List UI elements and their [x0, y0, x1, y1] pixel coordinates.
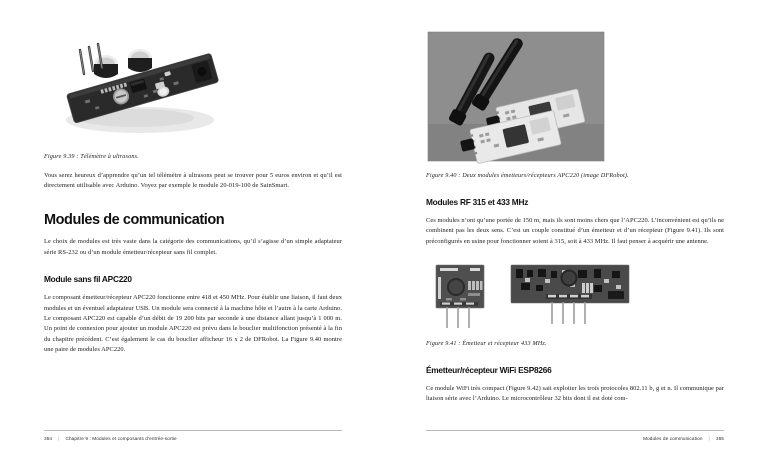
heading-modules-rf-315-433: Modules RF 315 et 433 MHz — [426, 196, 529, 207]
right-footer-separator: | — [708, 436, 710, 441]
figure-9-39 — [44, 28, 342, 162]
heading-module-sans-fil-apc220: Module sans fil APC220 — [44, 274, 132, 285]
left-running-head: Chapitre 9 : Modules et composants d’entrée-sortie — [65, 436, 177, 441]
rf-433mhz-transmitter-receiver-photo — [426, 261, 638, 333]
ultrasonic-rangefinder-module-photo — [44, 28, 240, 146]
left-page-footer — [44, 430, 342, 441]
figure-9-41 — [426, 261, 724, 349]
left-paragraph-1: Vous serez heureux d’apprendre qu’un tel télémètre à ultrasons peut se trouver pour 5 euros environ et qu’il est directement utilisable avec Arduino. Voyez par exemple le module 20-019-100 de SainSmart. — [44, 171, 342, 190]
left-page-number: 354 — [44, 436, 53, 441]
left-paragraph-3: Le composant émetteur/récepteur APC220 fonctionne entre 418 et 450 MHz. Pour établir une liaison, il faut deux modules et un éventuel adaptateur USB. Un module sera connecté à la machine hôte et l’autre à la carte Arduino. Le composant APC220 est capable d’un débit de 19 200 bits par seconde à une distance allant jusqu’à 1 000 m. Un point de connexion pour ajouter un module APC220 est prévu dans le bouclier multifonction présenté à la fin du chapitre précédent. C’est également le cas du bouclier afficheur 16 x 2 de DFRobot. La Figure 9.40 montre une paire de modules APC220. — [44, 294, 342, 354]
heading-modules-de-communication: Modules de communication — [44, 211, 225, 228]
figure-9-40-caption: Figure 9.40 : Deux modules émetteurs/récepteurs APC220 (image DFRobot). — [426, 172, 629, 179]
left-footer-separator: | — [58, 436, 60, 441]
right-page-number: 355 — [715, 436, 724, 441]
right-paragraph-1: Ces modules n’ont qu’une portée de 150 m, mais ils sont moins chers que l’APC220. L’inconvénient est qu’ils ne combinent pas les deux sens. C’est un couple constitué d’un émetteur et d’un récepteur (Figure 9.41). Ils sont préconfigurés en usine pour fonctionner soient à 315, soit à 433 MHz. Il faut penser à acquérir une antenne. — [426, 216, 724, 245]
figure-9-41-caption: Figure 9.41 : Émetteur et récepteur 433 MHz. — [426, 339, 547, 347]
figure-9-39-caption: Figure 9.39 : Télémètre à ultrasons. — [44, 153, 139, 160]
right-page — [384, 0, 768, 468]
right-paragraph-2: Ce module WiFi très compact (Figure 9.42) sait exploiter les trois protocoles 802.11 b, g et n. Il communique par liaison série avec l’Arduino. Le microcontrôleur 32 bits dont il est doté com- — [426, 384, 724, 403]
left-paragraph-2: Le choix de modules est très vaste dans la catégorie des communications, qu’il s’agisse d’un simple adaptateur série RS-232 ou d’un module émetteur/récepteur sans fil complet. — [44, 238, 342, 256]
right-page-footer — [426, 430, 724, 441]
heading-emetteur-recepteur-wifi-esp8266: Émetteur/récepteur WiFi ESP8266 — [426, 364, 552, 375]
figure-9-40 — [426, 28, 724, 181]
apc220-transceiver-pair-photo — [426, 28, 696, 165]
right-running-head: Modules de communication — [643, 436, 703, 441]
